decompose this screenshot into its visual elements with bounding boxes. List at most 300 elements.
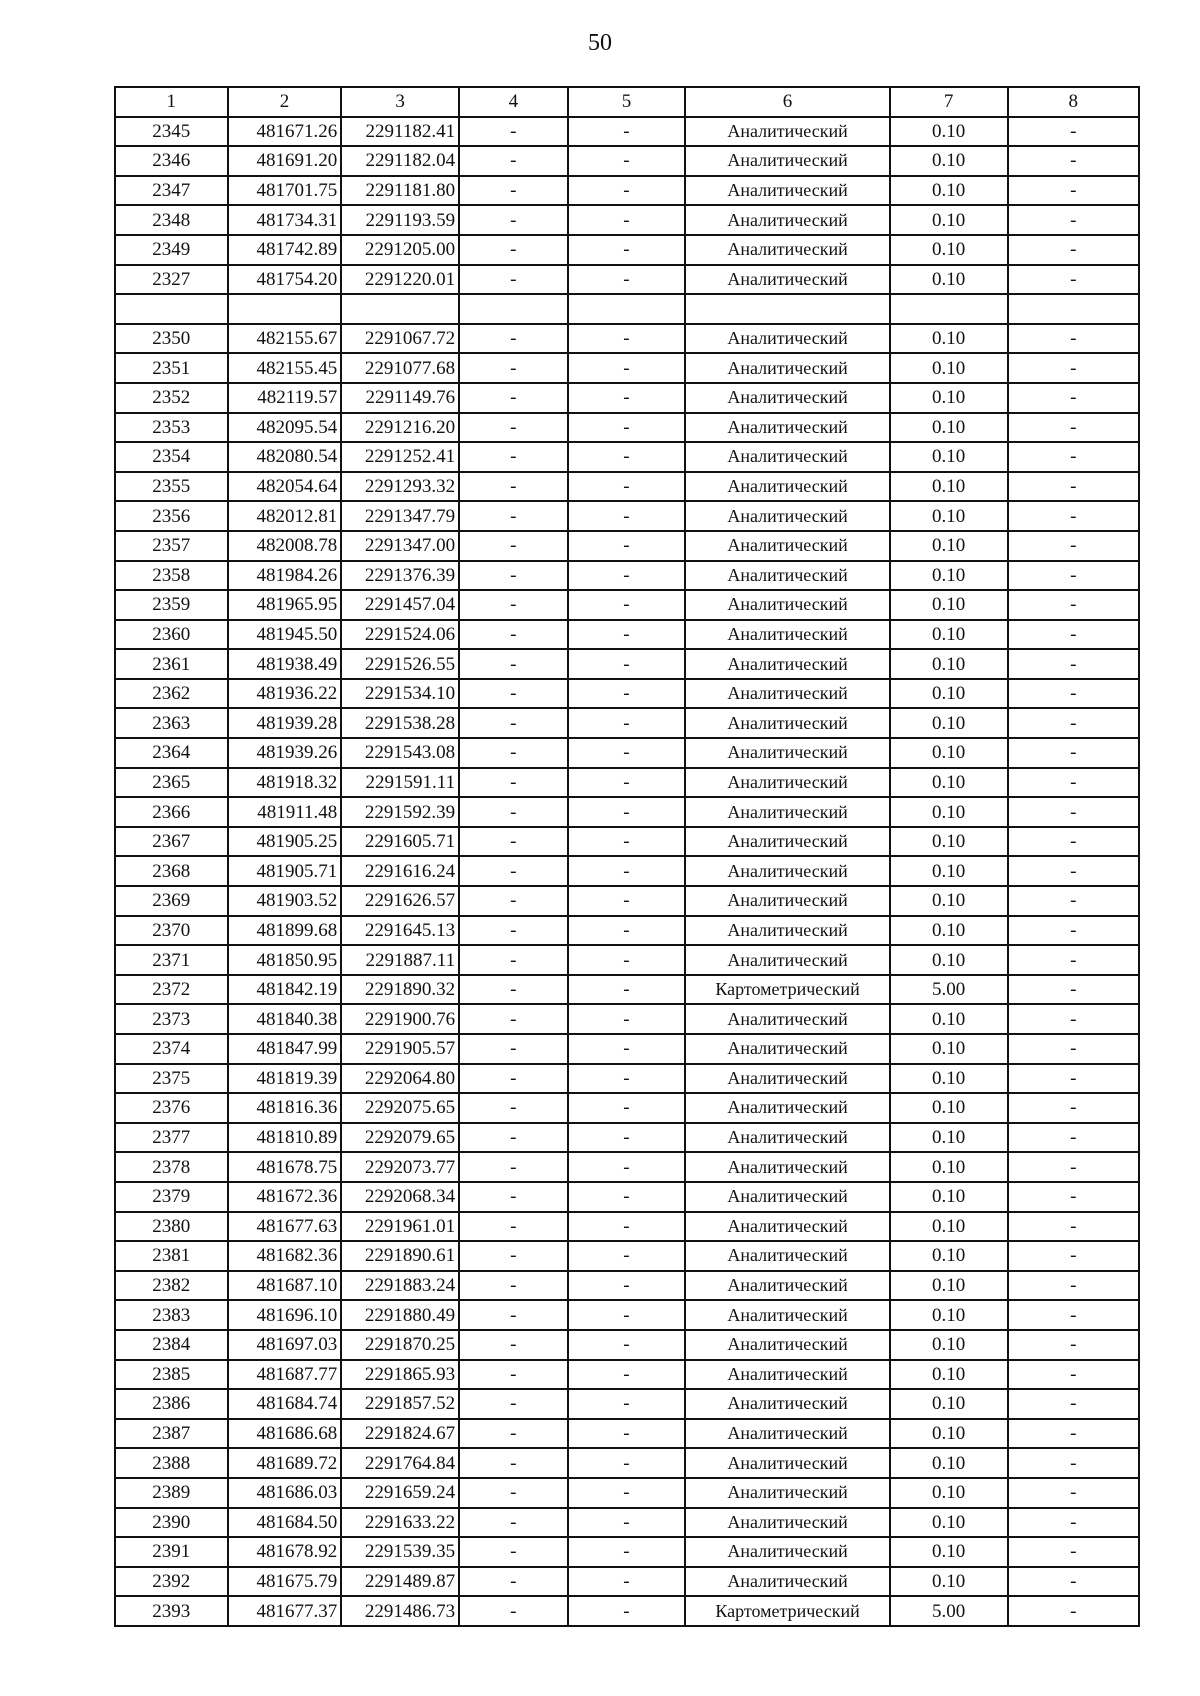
table-cell: - xyxy=(1008,590,1139,620)
table-cell: 481936.22 xyxy=(228,679,342,709)
table-cell: 2291538.28 xyxy=(341,708,459,738)
table-row xyxy=(115,117,1139,147)
table-cell: - xyxy=(459,649,567,679)
table-row xyxy=(115,1093,1139,1123)
table-cell: 481965.95 xyxy=(228,590,342,620)
table-cell: 2291376.39 xyxy=(341,561,459,591)
table-row xyxy=(115,1004,1139,1034)
table-row xyxy=(115,649,1139,679)
table-cell: 0.10 xyxy=(890,235,1008,265)
table-cell: - xyxy=(1008,1182,1139,1212)
table-cell: Аналитический xyxy=(685,531,889,561)
table-cell xyxy=(459,294,567,324)
table-cell: - xyxy=(459,501,567,531)
table-cell: - xyxy=(459,590,567,620)
table-cell: 481918.32 xyxy=(228,768,342,798)
table-row xyxy=(115,442,1139,472)
table-cell: 481687.77 xyxy=(228,1360,342,1390)
table-cell: 481847.99 xyxy=(228,1034,342,1064)
table-row xyxy=(115,146,1139,176)
table-cell: Аналитический xyxy=(685,1004,889,1034)
table-cell: 481939.26 xyxy=(228,738,342,768)
table-cell: Аналитический xyxy=(685,1241,889,1271)
table-body xyxy=(115,117,1139,1626)
table-cell: - xyxy=(459,1419,567,1449)
table-cell: Аналитический xyxy=(685,1064,889,1094)
table-cell: 2348 xyxy=(115,205,228,235)
table-cell: - xyxy=(459,708,567,738)
table-cell: 2355 xyxy=(115,472,228,502)
table-row xyxy=(115,708,1139,738)
table-cell: - xyxy=(459,1064,567,1094)
table-cell: 481899.68 xyxy=(228,916,342,946)
table-cell: 482095.54 xyxy=(228,413,342,443)
table-cell: - xyxy=(459,472,567,502)
table-cell: Аналитический xyxy=(685,1567,889,1597)
table-cell: - xyxy=(1008,1004,1139,1034)
table-cell: - xyxy=(1008,176,1139,206)
table-cell: 2361 xyxy=(115,649,228,679)
table-cell: 2291616.24 xyxy=(341,856,459,886)
table-cell: 0.10 xyxy=(890,1004,1008,1034)
table-cell: Аналитический xyxy=(685,916,889,946)
table-cell: Аналитический xyxy=(685,708,889,738)
table-cell: 2377 xyxy=(115,1123,228,1153)
table-cell: 481686.03 xyxy=(228,1478,342,1508)
table-cell: - xyxy=(1008,1360,1139,1390)
table-cell: - xyxy=(1008,235,1139,265)
table-cell: 2291880.49 xyxy=(341,1300,459,1330)
table-cell: 0.10 xyxy=(890,205,1008,235)
table-cell: 0.10 xyxy=(890,383,1008,413)
table-cell: - xyxy=(1008,827,1139,857)
table-cell: - xyxy=(568,531,686,561)
table-cell: 2291865.93 xyxy=(341,1360,459,1390)
table-cell: 481671.26 xyxy=(228,117,342,147)
table-cell: - xyxy=(459,1330,567,1360)
table-cell: - xyxy=(459,945,567,975)
table-row xyxy=(115,1182,1139,1212)
table-cell: - xyxy=(568,1182,686,1212)
table-row xyxy=(115,738,1139,768)
table-cell xyxy=(228,294,342,324)
table-row xyxy=(115,1064,1139,1094)
table-cell: Аналитический xyxy=(685,1478,889,1508)
table-cell: 0.10 xyxy=(890,1034,1008,1064)
table-cell: - xyxy=(568,1596,686,1626)
table-cell: - xyxy=(568,383,686,413)
table-cell: 0.10 xyxy=(890,1478,1008,1508)
table-cell: 2291592.39 xyxy=(341,797,459,827)
table-cell: 0.10 xyxy=(890,472,1008,502)
table-cell: - xyxy=(1008,383,1139,413)
table-cell: 481701.75 xyxy=(228,176,342,206)
table-cell: 2389 xyxy=(115,1478,228,1508)
table-cell: - xyxy=(568,1567,686,1597)
table-cell: 2390 xyxy=(115,1508,228,1538)
table-cell: 2291887.11 xyxy=(341,945,459,975)
table-cell: 481810.89 xyxy=(228,1123,342,1153)
table-cell: - xyxy=(1008,1152,1139,1182)
table-cell: - xyxy=(1008,856,1139,886)
table-cell: - xyxy=(1008,1300,1139,1330)
table-cell: - xyxy=(459,1360,567,1390)
table-cell: 0.10 xyxy=(890,945,1008,975)
table-cell: - xyxy=(568,561,686,591)
table-cell: - xyxy=(568,1419,686,1449)
table-cell: - xyxy=(568,886,686,916)
table-cell xyxy=(341,294,459,324)
table-cell: 0.10 xyxy=(890,856,1008,886)
table-cell: - xyxy=(568,1448,686,1478)
table-cell: Аналитический xyxy=(685,324,889,354)
table-cell: - xyxy=(1008,1330,1139,1360)
table-cell: Аналитический xyxy=(685,1271,889,1301)
table-row xyxy=(115,1478,1139,1508)
column-header: 3 xyxy=(341,87,459,117)
table-cell: 2292075.65 xyxy=(341,1093,459,1123)
table-cell: 481850.95 xyxy=(228,945,342,975)
table-cell: Аналитический xyxy=(685,738,889,768)
table-cell: 0.10 xyxy=(890,649,1008,679)
table-cell: - xyxy=(459,205,567,235)
table-cell: 482008.78 xyxy=(228,531,342,561)
table-cell: Аналитический xyxy=(685,1448,889,1478)
table-cell: 2291077.68 xyxy=(341,353,459,383)
table-cell: - xyxy=(1008,975,1139,1005)
table-cell: 2291534.10 xyxy=(341,679,459,709)
table-cell: 2291883.24 xyxy=(341,1271,459,1301)
table-cell: - xyxy=(1008,531,1139,561)
table-cell: 0.10 xyxy=(890,768,1008,798)
table-cell: 482012.81 xyxy=(228,501,342,531)
table-cell: 0.10 xyxy=(890,117,1008,147)
column-header: 2 xyxy=(228,87,342,117)
table-cell: 2291857.52 xyxy=(341,1389,459,1419)
table-cell: - xyxy=(1008,472,1139,502)
table-cell: Аналитический xyxy=(685,856,889,886)
table-cell: Аналитический xyxy=(685,117,889,147)
table-cell: 0.10 xyxy=(890,1389,1008,1419)
table-cell: 0.10 xyxy=(890,1182,1008,1212)
table-cell: 0.10 xyxy=(890,1508,1008,1538)
table-cell: 481945.50 xyxy=(228,620,342,650)
table-cell: 2351 xyxy=(115,353,228,383)
table-row xyxy=(115,353,1139,383)
table-cell: 481742.89 xyxy=(228,235,342,265)
table-cell: 2291205.00 xyxy=(341,235,459,265)
table-cell: - xyxy=(459,1212,567,1242)
table-cell: 2291489.87 xyxy=(341,1567,459,1597)
table-cell: 5.00 xyxy=(890,1596,1008,1626)
table-cell: 2291890.61 xyxy=(341,1241,459,1271)
table-cell: 481691.20 xyxy=(228,146,342,176)
table-cell: 2291543.08 xyxy=(341,738,459,768)
table-cell: Аналитический xyxy=(685,413,889,443)
table-cell: - xyxy=(1008,1419,1139,1449)
table-cell: - xyxy=(1008,146,1139,176)
table-row xyxy=(115,1152,1139,1182)
table-cell: - xyxy=(1008,561,1139,591)
table-cell: 481687.10 xyxy=(228,1271,342,1301)
table-cell: - xyxy=(1008,1508,1139,1538)
table-cell: 0.10 xyxy=(890,1567,1008,1597)
table-row xyxy=(115,1300,1139,1330)
table-cell: - xyxy=(1008,1478,1139,1508)
table-cell: - xyxy=(568,1508,686,1538)
table-cell: 0.10 xyxy=(890,353,1008,383)
table-cell: 2354 xyxy=(115,442,228,472)
table-cell: - xyxy=(568,146,686,176)
table-row xyxy=(115,768,1139,798)
table-cell: Аналитический xyxy=(685,1034,889,1064)
table-cell: 2291182.04 xyxy=(341,146,459,176)
table-cell: - xyxy=(1008,1596,1139,1626)
table-cell: Аналитический xyxy=(685,472,889,502)
table-cell: - xyxy=(568,265,686,295)
table-row xyxy=(115,413,1139,443)
table-cell: 2369 xyxy=(115,886,228,916)
table-cell: - xyxy=(568,590,686,620)
table-row xyxy=(115,916,1139,946)
table-cell: 2291252.41 xyxy=(341,442,459,472)
table-cell: - xyxy=(568,324,686,354)
table-cell: - xyxy=(459,146,567,176)
table-cell: - xyxy=(1008,738,1139,768)
table-cell: 481678.75 xyxy=(228,1152,342,1182)
table-cell: 2353 xyxy=(115,413,228,443)
table-cell: 2291626.57 xyxy=(341,886,459,916)
table-row xyxy=(115,472,1139,502)
table-cell: 2291633.22 xyxy=(341,1508,459,1538)
table-cell: Аналитический xyxy=(685,768,889,798)
table-cell: - xyxy=(459,1478,567,1508)
table-row xyxy=(115,1508,1139,1538)
table-cell: - xyxy=(459,1004,567,1034)
table-row xyxy=(115,886,1139,916)
table-cell: - xyxy=(459,235,567,265)
table-cell: - xyxy=(459,442,567,472)
table-cell: 0.10 xyxy=(890,265,1008,295)
table-cell: 0.10 xyxy=(890,1537,1008,1567)
table-cell: 2357 xyxy=(115,531,228,561)
table-cell: Аналитический xyxy=(685,590,889,620)
table-cell: - xyxy=(568,353,686,383)
table-cell: - xyxy=(1008,620,1139,650)
table-cell: 2379 xyxy=(115,1182,228,1212)
table-cell: - xyxy=(459,1448,567,1478)
table-cell: 481905.71 xyxy=(228,856,342,886)
table-cell: 2291193.59 xyxy=(341,205,459,235)
table-cell: Аналитический xyxy=(685,353,889,383)
table-cell: Аналитический xyxy=(685,146,889,176)
table-cell: 481984.26 xyxy=(228,561,342,591)
table-cell: Аналитический xyxy=(685,886,889,916)
table-cell xyxy=(568,294,686,324)
table-cell: 2291591.11 xyxy=(341,768,459,798)
coordinates-table xyxy=(114,86,1140,1627)
table-row xyxy=(115,1212,1139,1242)
table-cell: 2362 xyxy=(115,679,228,709)
table-cell: - xyxy=(1008,945,1139,975)
table-cell: - xyxy=(568,1004,686,1034)
table-cell: 0.10 xyxy=(890,679,1008,709)
table-cell: Аналитический xyxy=(685,1360,889,1390)
table-cell: - xyxy=(568,117,686,147)
table-row xyxy=(115,590,1139,620)
table-cell: - xyxy=(1008,1212,1139,1242)
table-cell: 2381 xyxy=(115,1241,228,1271)
table-cell: - xyxy=(459,856,567,886)
table-cell: 2291824.67 xyxy=(341,1419,459,1449)
table-row xyxy=(115,1123,1139,1153)
table-cell: 2393 xyxy=(115,1596,228,1626)
table-row xyxy=(115,1389,1139,1419)
table-cell: - xyxy=(1008,1271,1139,1301)
table-cell: - xyxy=(459,620,567,650)
table-cell: 0.10 xyxy=(890,501,1008,531)
table-cell: 0.10 xyxy=(890,1212,1008,1242)
table-cell: Аналитический xyxy=(685,1330,889,1360)
table-cell: 481672.36 xyxy=(228,1182,342,1212)
table-cell: - xyxy=(568,1152,686,1182)
table-cell: 2356 xyxy=(115,501,228,531)
table-cell: - xyxy=(568,738,686,768)
table-cell: 0.10 xyxy=(890,1064,1008,1094)
table-cell: Аналитический xyxy=(685,1182,889,1212)
table-cell: - xyxy=(568,708,686,738)
table-cell: Аналитический xyxy=(685,620,889,650)
table-cell: 2291890.32 xyxy=(341,975,459,1005)
table-cell: Аналитический xyxy=(685,649,889,679)
table-cell: 0.10 xyxy=(890,1300,1008,1330)
table-cell: - xyxy=(1008,1064,1139,1094)
table-cell: Аналитический xyxy=(685,1300,889,1330)
table-cell: 2386 xyxy=(115,1389,228,1419)
table-cell: Аналитический xyxy=(685,1508,889,1538)
table-row xyxy=(115,827,1139,857)
table-cell: - xyxy=(568,975,686,1005)
table-cell: 2291347.79 xyxy=(341,501,459,531)
table-cell: 2291905.57 xyxy=(341,1034,459,1064)
table-cell: 482155.45 xyxy=(228,353,342,383)
table-cell: 2368 xyxy=(115,856,228,886)
table-cell: - xyxy=(1008,797,1139,827)
table-cell: 2291524.06 xyxy=(341,620,459,650)
table-cell: - xyxy=(568,1389,686,1419)
table-cell: Аналитический xyxy=(685,1419,889,1449)
table-cell: 481939.28 xyxy=(228,708,342,738)
table-cell: - xyxy=(568,205,686,235)
table-cell: 0.10 xyxy=(890,324,1008,354)
table-cell: Аналитический xyxy=(685,561,889,591)
table-cell: Аналитический xyxy=(685,383,889,413)
table-cell: 0.10 xyxy=(890,827,1008,857)
table-cell: - xyxy=(568,620,686,650)
table-cell: 2291539.35 xyxy=(341,1537,459,1567)
table-cell: Аналитический xyxy=(685,827,889,857)
table-row xyxy=(115,1330,1139,1360)
table-row xyxy=(115,1448,1139,1478)
table-cell: - xyxy=(568,176,686,206)
table-cell: 2380 xyxy=(115,1212,228,1242)
table-cell: 481754.20 xyxy=(228,265,342,295)
table-cell: 2358 xyxy=(115,561,228,591)
table-row xyxy=(115,1567,1139,1597)
table-cell: - xyxy=(568,916,686,946)
table-cell: 0.10 xyxy=(890,738,1008,768)
table-cell: 2291149.76 xyxy=(341,383,459,413)
page-number: 50 xyxy=(588,30,612,56)
table-cell: - xyxy=(568,945,686,975)
table-cell xyxy=(890,294,1008,324)
column-header: 1 xyxy=(115,87,228,117)
table-cell: 0.10 xyxy=(890,797,1008,827)
table-cell: 2291526.55 xyxy=(341,649,459,679)
table-cell: 2291961.01 xyxy=(341,1212,459,1242)
table-cell: 0.10 xyxy=(890,1271,1008,1301)
table-cell: 0.10 xyxy=(890,413,1008,443)
table-cell: 481677.63 xyxy=(228,1212,342,1242)
table-cell: - xyxy=(568,1064,686,1094)
table-cell: - xyxy=(568,235,686,265)
table-cell: - xyxy=(1008,265,1139,295)
table-cell: Аналитический xyxy=(685,945,889,975)
table-cell: - xyxy=(568,1330,686,1360)
table-cell: 2291067.72 xyxy=(341,324,459,354)
table-cell: - xyxy=(568,856,686,886)
table-cell: 0.10 xyxy=(890,620,1008,650)
table-cell: 2346 xyxy=(115,146,228,176)
table-cell: 2365 xyxy=(115,768,228,798)
table-cell: - xyxy=(568,1537,686,1567)
table-cell: 481689.72 xyxy=(228,1448,342,1478)
table-cell: - xyxy=(459,1123,567,1153)
table-cell: 481682.36 xyxy=(228,1241,342,1271)
table-cell: - xyxy=(568,797,686,827)
table-cell: 2373 xyxy=(115,1004,228,1034)
table-cell: Аналитический xyxy=(685,205,889,235)
table-cell: Аналитический xyxy=(685,265,889,295)
table-cell: 2291347.00 xyxy=(341,531,459,561)
table-cell: - xyxy=(459,679,567,709)
table-cell: - xyxy=(1008,1537,1139,1567)
table-cell: - xyxy=(459,561,567,591)
table-row xyxy=(115,1360,1139,1390)
table-cell: 481905.25 xyxy=(228,827,342,857)
table-cell: - xyxy=(459,1508,567,1538)
header-row xyxy=(115,87,1139,117)
table-cell: - xyxy=(459,1389,567,1419)
table-cell: - xyxy=(1008,886,1139,916)
table-row xyxy=(115,205,1139,235)
table-row xyxy=(115,1241,1139,1271)
table-cell: 0.10 xyxy=(890,146,1008,176)
table-cell: 0.10 xyxy=(890,1448,1008,1478)
table-row xyxy=(115,176,1139,206)
table-cell: - xyxy=(459,117,567,147)
table-cell: 2371 xyxy=(115,945,228,975)
table-cell: - xyxy=(1008,1241,1139,1271)
table-cell: 0.10 xyxy=(890,561,1008,591)
table-cell: - xyxy=(1008,442,1139,472)
table-row xyxy=(115,1596,1139,1626)
table-cell: 481675.79 xyxy=(228,1567,342,1597)
table-cell: 2345 xyxy=(115,117,228,147)
table-cell: 2387 xyxy=(115,1419,228,1449)
table-cell: 0.10 xyxy=(890,1152,1008,1182)
table-cell: Аналитический xyxy=(685,501,889,531)
